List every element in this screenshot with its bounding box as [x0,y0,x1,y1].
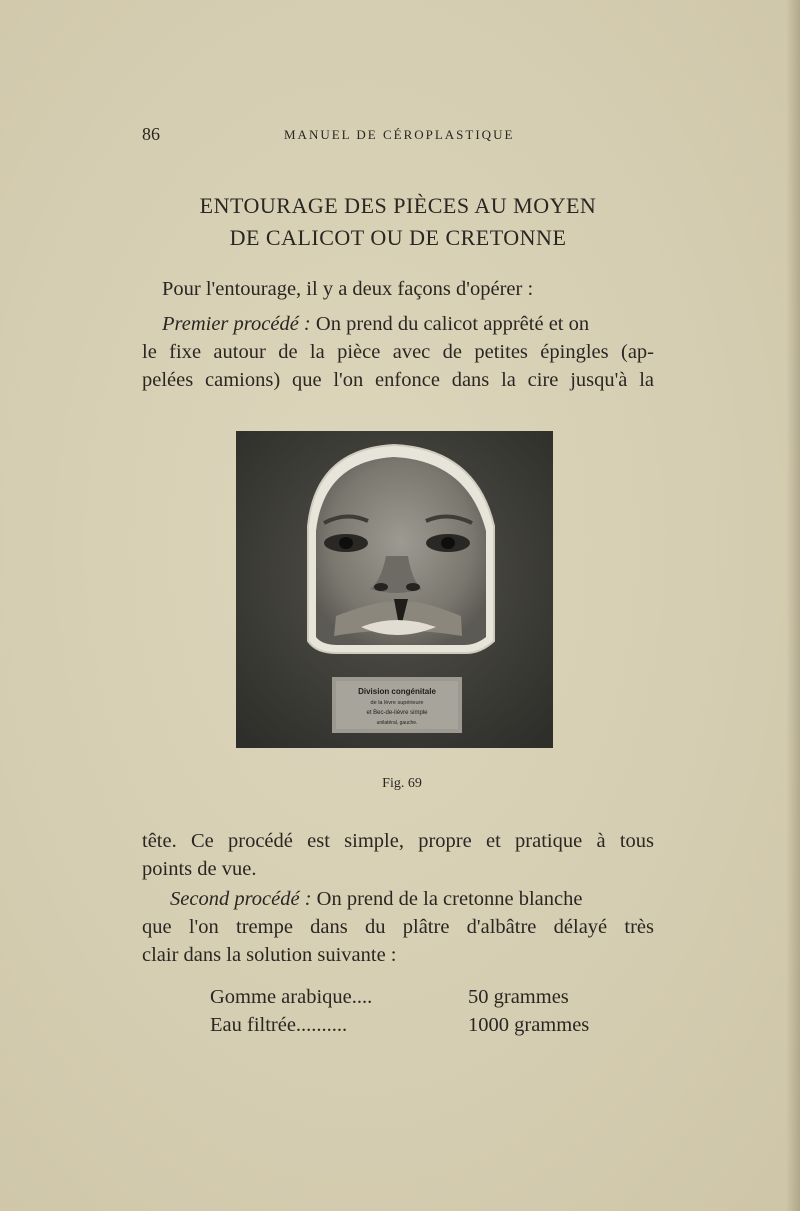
section-title-line-2: DE CALICOT OU DE CRETONNE [229,225,567,250]
recipe-quantity: 1000 grammes [468,1014,590,1036]
intro-paragraph [142,275,654,303]
second-method-paragraph [142,885,654,969]
running-title: MANUEL DE CÉROPLASTIQUE [284,127,515,142]
second-method-line-2: que l'on trempe dans du plâtre d'albâtre délayé très [142,916,654,938]
first-method-label: Premier procédé : [162,313,311,335]
first-method-line-3: pelées camions) que l'on enfonce dans la cire jusqu'à la [142,369,654,391]
recipe-row [210,1011,630,1039]
second-method-label: Second procédé : [170,888,312,910]
recipe-list [210,983,630,1039]
continuation-line-1: tête. Ce procédé est simple, propre et pratique à tous [142,830,654,852]
continuation-paragraph [142,827,654,883]
continuation-line-2: points de vue. [142,858,257,880]
figure-label-line-4: unilatéral, gauche. [376,720,418,726]
figure-label-line-2: de la lèvre supérieure [370,700,424,706]
first-method-line-1-text: On prend du calicot apprêté et on [310,313,590,335]
second-method-line-3: clair dans la solution suivante : [142,944,397,966]
recipe-row [210,983,630,1011]
recipe-quantity: 50 grammes [468,986,569,1008]
second-method-line-1 [142,885,654,913]
first-method-line-2: le fixe autour de la pièce avec de petites épingles (ap- [142,341,654,363]
section-title-line-1: ENTOURAGE DES PIÈCES AU MOYEN [199,193,597,218]
figure-caption: Fig. 69 [382,776,422,791]
first-method-paragraph [142,310,654,394]
wax-mask-illustration [236,431,553,748]
intro-line: Pour l'entourage, il y a deux façons d'opérer : [162,278,534,300]
second-method-line-1-text: On prend de la cretonne blanche [311,888,583,910]
section-title [142,190,654,254]
first-method-line-1 [142,310,654,338]
running-head [142,124,662,146]
page-edge-shadow [786,0,800,1211]
page-number: 86 [142,124,160,144]
recipe-ingredient: Eau filtrée.......... [210,1014,348,1036]
figure-label-line-1: Division congénitale [358,687,436,696]
figure-label-line-3: et Bec-de-lièvre simple [366,710,428,716]
figure-photo [236,431,553,748]
recipe-ingredient: Gomme arabique.... [210,986,373,1008]
